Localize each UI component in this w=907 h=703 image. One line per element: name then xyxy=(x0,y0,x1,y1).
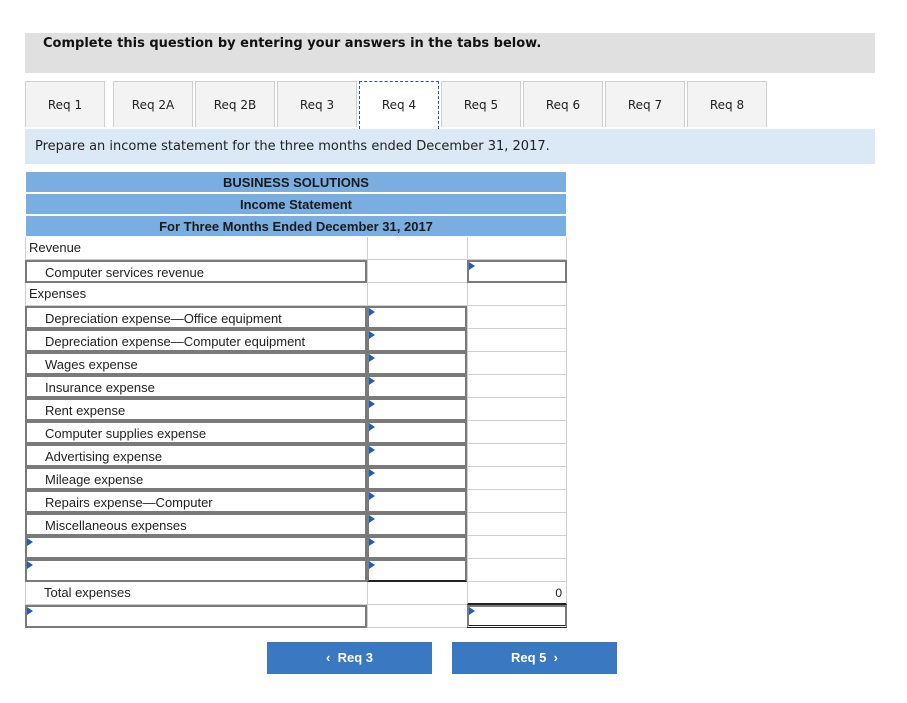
prompt-bar xyxy=(25,129,875,164)
blank-cell xyxy=(467,467,567,490)
requirement-tabs xyxy=(25,81,875,129)
blank-cell xyxy=(467,306,567,329)
chevron-right-icon: › xyxy=(553,650,558,665)
total-expenses-label: Total expenses xyxy=(25,582,367,605)
expense-row xyxy=(25,398,567,421)
net-income-amount-input[interactable] xyxy=(467,605,567,628)
revenue-heading-row xyxy=(25,237,567,260)
blank-cell xyxy=(467,490,567,513)
expense-label-input[interactable]: Mileage expense xyxy=(25,467,367,490)
blank-cell xyxy=(467,237,567,260)
revenue-item-row xyxy=(25,260,567,283)
tab-req-2b[interactable]: Req 2B xyxy=(195,81,275,127)
expense-row xyxy=(25,375,567,398)
tab-req-3[interactable]: Req 3 xyxy=(277,81,357,127)
expenses-heading-row xyxy=(25,283,567,306)
tab-req-4[interactable]: Req 4 xyxy=(359,81,439,129)
blank-cell xyxy=(467,559,567,582)
tab-req-1[interactable]: Req 1 xyxy=(25,81,105,127)
tab-req-5[interactable]: Req 5 xyxy=(441,81,521,127)
dropdown-marker-icon xyxy=(27,538,33,546)
blank-cell xyxy=(467,398,567,421)
blank-cell xyxy=(367,237,467,260)
dropdown-marker-icon xyxy=(369,308,375,316)
dropdown-marker-icon xyxy=(27,607,33,615)
expense-label-input[interactable] xyxy=(25,536,367,559)
dropdown-marker-icon xyxy=(369,446,375,454)
dropdown-marker-icon xyxy=(369,423,375,431)
dropdown-marker-icon xyxy=(369,561,375,569)
blank-cell xyxy=(467,352,567,375)
expense-row xyxy=(25,513,567,536)
expense-label-input[interactable] xyxy=(25,559,367,582)
expense-label-input[interactable]: Advertising expense xyxy=(25,444,367,467)
prompt-text: Prepare an income statement for the three months ended December 31, 2017. xyxy=(35,139,550,154)
chevron-left-icon: ‹ xyxy=(326,650,331,665)
expense-amount-input[interactable] xyxy=(367,329,467,352)
blank-cell xyxy=(367,260,467,283)
dropdown-marker-icon xyxy=(369,400,375,408)
expense-amount-input[interactable] xyxy=(367,490,467,513)
expense-row xyxy=(25,536,567,559)
expense-label-input[interactable]: Depreciation expense—Computer equipment xyxy=(25,329,367,352)
expense-amount-input[interactable] xyxy=(367,375,467,398)
dropdown-marker-icon xyxy=(369,377,375,385)
expense-row xyxy=(25,329,567,352)
instruction-text: Complete this question by entering your answers in the tabs below. xyxy=(43,36,542,51)
next-req-label: Req 5 xyxy=(511,650,547,665)
dropdown-marker-icon xyxy=(469,607,475,615)
expense-label-input[interactable]: Repairs expense—Computer xyxy=(25,490,367,513)
dropdown-marker-icon xyxy=(369,469,375,477)
expense-label-input[interactable]: Depreciation expense—Office equipment xyxy=(25,306,367,329)
blank-cell xyxy=(467,421,567,444)
total-expenses-value: 0 xyxy=(467,582,567,605)
expense-label-input[interactable]: Wages expense xyxy=(25,352,367,375)
prev-req-label: Req 3 xyxy=(337,650,373,665)
expense-amount-input[interactable] xyxy=(367,421,467,444)
expense-row xyxy=(25,421,567,444)
tab-req-2a[interactable]: Req 2A xyxy=(113,81,193,127)
next-req-button[interactable] xyxy=(452,642,617,674)
expense-label-input[interactable]: Computer supplies expense xyxy=(25,421,367,444)
expense-amount-input[interactable] xyxy=(367,513,467,536)
blank-cell xyxy=(467,513,567,536)
blank-cell xyxy=(467,536,567,559)
expense-row xyxy=(25,467,567,490)
expense-amount-input[interactable] xyxy=(367,559,467,582)
expense-row xyxy=(25,490,567,513)
dropdown-marker-icon xyxy=(27,561,33,569)
blank-cell xyxy=(367,283,467,306)
expense-amount-input[interactable] xyxy=(367,467,467,490)
tab-req-6[interactable]: Req 6 xyxy=(523,81,603,127)
expense-row xyxy=(25,352,567,375)
tab-req-8[interactable]: Req 8 xyxy=(687,81,767,127)
company-name: BUSINESS SOLUTIONS xyxy=(25,171,567,193)
blank-cell xyxy=(467,444,567,467)
revenue-label-input[interactable]: Computer services revenue xyxy=(25,260,367,283)
statement-period: For Three Months Ended December 31, 2017 xyxy=(25,215,567,237)
revenue-heading: Revenue xyxy=(25,237,367,260)
expense-label-input[interactable]: Insurance expense xyxy=(25,375,367,398)
expense-amount-input[interactable] xyxy=(367,398,467,421)
dropdown-marker-icon xyxy=(369,515,375,523)
net-income-label-input[interactable] xyxy=(25,605,367,628)
dropdown-marker-icon xyxy=(369,354,375,362)
expense-amount-input[interactable] xyxy=(367,444,467,467)
revenue-amount-input[interactable] xyxy=(467,260,567,283)
expense-amount-input[interactable] xyxy=(367,352,467,375)
expense-amount-input[interactable] xyxy=(367,306,467,329)
blank-cell xyxy=(367,582,467,605)
income-statement xyxy=(25,171,567,628)
dropdown-marker-icon xyxy=(369,492,375,500)
net-income-row xyxy=(25,605,567,628)
expense-row xyxy=(25,444,567,467)
expense-row xyxy=(25,559,567,582)
blank-cell xyxy=(367,605,467,628)
statement-title: Income Statement xyxy=(25,193,567,215)
expense-amount-input[interactable] xyxy=(367,536,467,559)
dropdown-marker-icon xyxy=(469,262,475,270)
blank-cell xyxy=(467,329,567,352)
blank-cell xyxy=(467,283,567,306)
total-expenses-row xyxy=(25,582,567,605)
prev-req-button[interactable] xyxy=(267,642,432,674)
expenses-heading: Expenses xyxy=(25,283,367,306)
expense-row xyxy=(25,306,567,329)
tab-req-7[interactable]: Req 7 xyxy=(605,81,685,127)
expense-label-input[interactable]: Rent expense xyxy=(25,398,367,421)
expense-label-input[interactable]: Miscellaneous expenses xyxy=(25,513,367,536)
dropdown-marker-icon xyxy=(369,538,375,546)
dropdown-marker-icon xyxy=(369,331,375,339)
blank-cell xyxy=(467,375,567,398)
instruction-banner xyxy=(25,33,875,73)
